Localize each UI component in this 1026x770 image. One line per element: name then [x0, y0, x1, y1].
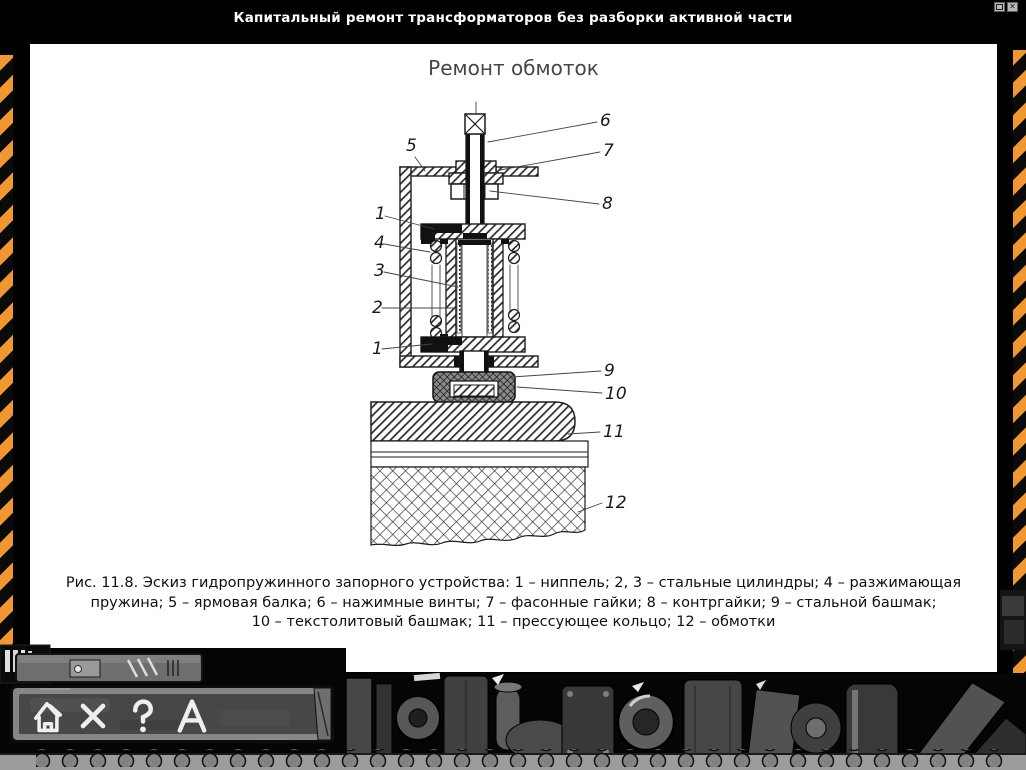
house-icon	[28, 696, 68, 736]
hazard-stripe-left	[0, 55, 13, 645]
callout-11: 11	[603, 422, 625, 442]
callout-1-bottom: 1	[372, 339, 383, 359]
callout-3: 3	[374, 261, 385, 281]
letter-a-icon	[172, 696, 212, 736]
metal-bar	[16, 654, 202, 682]
help-button[interactable]	[123, 696, 163, 736]
titlebar	[0, 0, 1026, 44]
callout-10: 10	[605, 384, 627, 404]
rivet-row	[36, 749, 1012, 767]
callout-6: 6	[600, 111, 611, 131]
caption-line: пружина; 5 – ярмовая балка; 6 – нажимные винты; 7 – фасонные гайки; 8 – контргайки; 9 – стальной башмак;	[90, 594, 937, 611]
exit-button[interactable]	[73, 696, 113, 736]
callout-5: 5	[406, 136, 417, 156]
figure-geometry	[371, 102, 602, 545]
x-icon	[73, 696, 113, 736]
question-icon	[123, 696, 163, 736]
callout-2: 2	[372, 298, 383, 318]
close-icon: ✕	[1009, 2, 1016, 11]
callout-9: 9	[604, 361, 615, 381]
font-size-button[interactable]	[172, 696, 212, 736]
window-title: Капитальный ремонт трансформаторов без разборки активной части	[233, 10, 793, 26]
machinery-art	[0, 590, 1026, 770]
page-title: Ремонт обмоток	[428, 56, 599, 80]
callout-12: 12	[605, 493, 627, 513]
caption-line: Рис. 11.8. Эскиз гидропружинного запорного устройства: 1 – ниппель; 2, 3 – стальные цилиндры; 4 – разжимающая	[65, 575, 962, 591]
callout-8: 8	[602, 194, 613, 214]
restore-icon	[996, 4, 1003, 10]
callout-1-top: 1	[375, 204, 386, 224]
callout-4: 4	[374, 233, 385, 253]
restore-button[interactable]	[994, 2, 1005, 12]
home-button[interactable]	[28, 696, 68, 736]
callout-7: 7	[603, 141, 614, 161]
close-button[interactable]	[1007, 2, 1018, 12]
content-panel	[30, 44, 997, 672]
caption-line: 10 – текстолитовый башмак; 11 – прессующее кольцо; 12 – обмотки	[251, 614, 776, 630]
